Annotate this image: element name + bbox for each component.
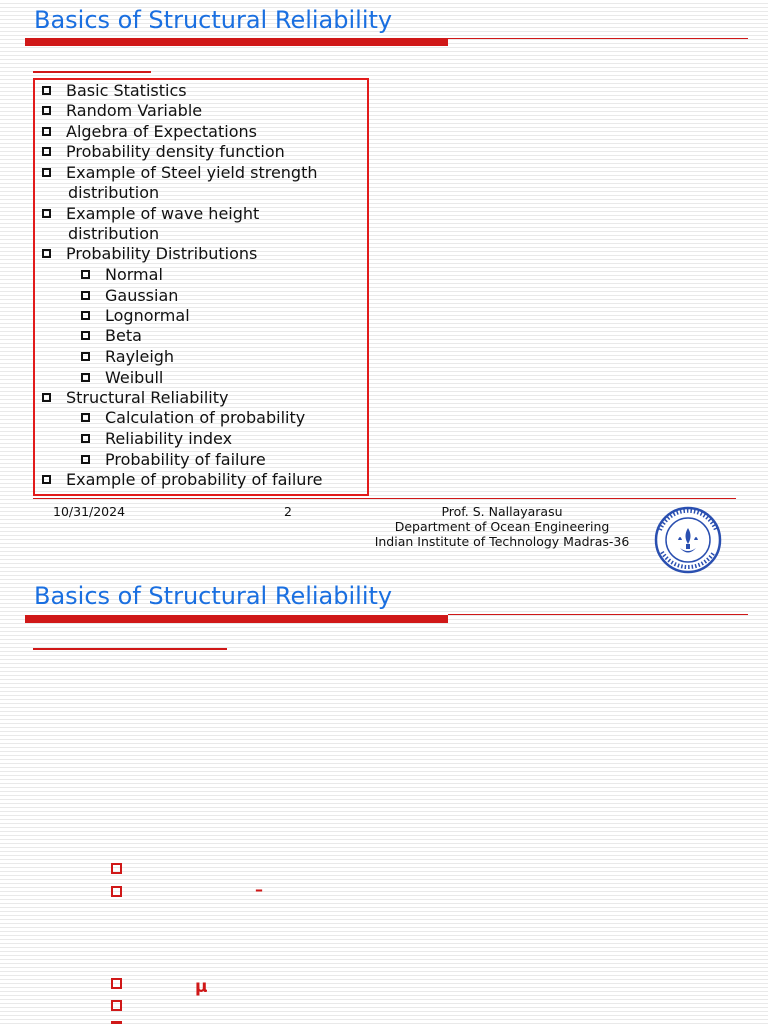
- footer-department: Department of Ocean Engineering: [394, 519, 610, 534]
- footer-author: Prof. S. Nallayarasu: [441, 504, 563, 519]
- checkbox-bullet-icon: [42, 475, 51, 484]
- slide2-title-underline-thin: [448, 614, 748, 615]
- sub-list-item: Reliability index: [81, 429, 232, 449]
- red-checkbox-bullet-icon: [111, 978, 122, 989]
- checkbox-bullet-icon: [42, 249, 51, 258]
- checkbox-bullet-icon: [42, 147, 51, 156]
- list-item: Example of wave height: [42, 204, 259, 224]
- sub-list-item: Weibull: [81, 368, 163, 388]
- slide1-title-underline-thick: [25, 38, 448, 46]
- sub-list-item: Probability of failure: [81, 450, 266, 470]
- list-item: Probability Distributions: [42, 244, 257, 264]
- footer-page-number: 2: [284, 504, 292, 519]
- red-checkbox-bullet-icon: [111, 863, 122, 874]
- slide2-title: Basics of Structural Reliability: [34, 582, 393, 610]
- list-item: Algebra of Expectations: [42, 122, 257, 142]
- checkbox-bullet-icon: [81, 270, 90, 279]
- checkbox-bullet-icon: [42, 209, 51, 218]
- slide2-title-underline-thick: [25, 615, 448, 623]
- checkbox-bullet-icon: [81, 455, 90, 464]
- checkbox-bullet-icon: [42, 127, 51, 136]
- sub-list-item: Rayleigh: [81, 347, 174, 367]
- slide1-title: Basics of Structural Reliability: [34, 6, 393, 34]
- sub-list-item: Calculation of probability: [81, 408, 305, 428]
- slide2-accent-line: [33, 648, 227, 650]
- list-item: Basic Statistics: [42, 81, 187, 101]
- checkbox-bullet-icon: [81, 434, 90, 443]
- sub-list-item: Beta: [81, 326, 142, 346]
- dash-symbol: –: [255, 880, 263, 899]
- checkbox-bullet-icon: [42, 168, 51, 177]
- checkbox-bullet-icon: [81, 291, 90, 300]
- sub-list-item: Gaussian: [81, 286, 178, 306]
- list-item: Example of Steel yield strength: [42, 163, 318, 183]
- list-item: Example of probability of failure: [42, 470, 323, 490]
- checkbox-bullet-icon: [81, 311, 90, 320]
- checkbox-bullet-icon: [81, 352, 90, 361]
- checkbox-bullet-icon: [81, 373, 90, 382]
- footer-institute: Indian Institute of Technology Madras-36: [374, 534, 630, 549]
- slide1-title-underline-thin: [448, 38, 748, 39]
- iit-madras-logo: [654, 506, 722, 574]
- red-checkbox-bullet-icon: [111, 886, 122, 897]
- list-item: Probability density function: [42, 142, 285, 162]
- list-item-continuation: distribution: [68, 183, 160, 202]
- sub-list-item: Normal: [81, 265, 163, 285]
- sub-list-item: Lognormal: [81, 306, 190, 326]
- checkbox-bullet-icon: [42, 393, 51, 402]
- checkbox-bullet-icon: [42, 106, 51, 115]
- checkbox-bullet-icon: [81, 331, 90, 340]
- footer-divider: [33, 498, 736, 499]
- list-item: Random Variable: [42, 101, 202, 121]
- list-item-continuation: distribution: [68, 224, 160, 243]
- footer-date: 10/31/2024: [53, 504, 126, 519]
- list-item: Structural Reliability: [42, 388, 228, 408]
- red-checkbox-bullet-icon: [111, 1000, 122, 1011]
- slide1-accent-line: [33, 71, 151, 73]
- mu-symbol: μ: [195, 977, 208, 997]
- checkbox-bullet-icon: [42, 86, 51, 95]
- checkbox-bullet-icon: [81, 413, 90, 422]
